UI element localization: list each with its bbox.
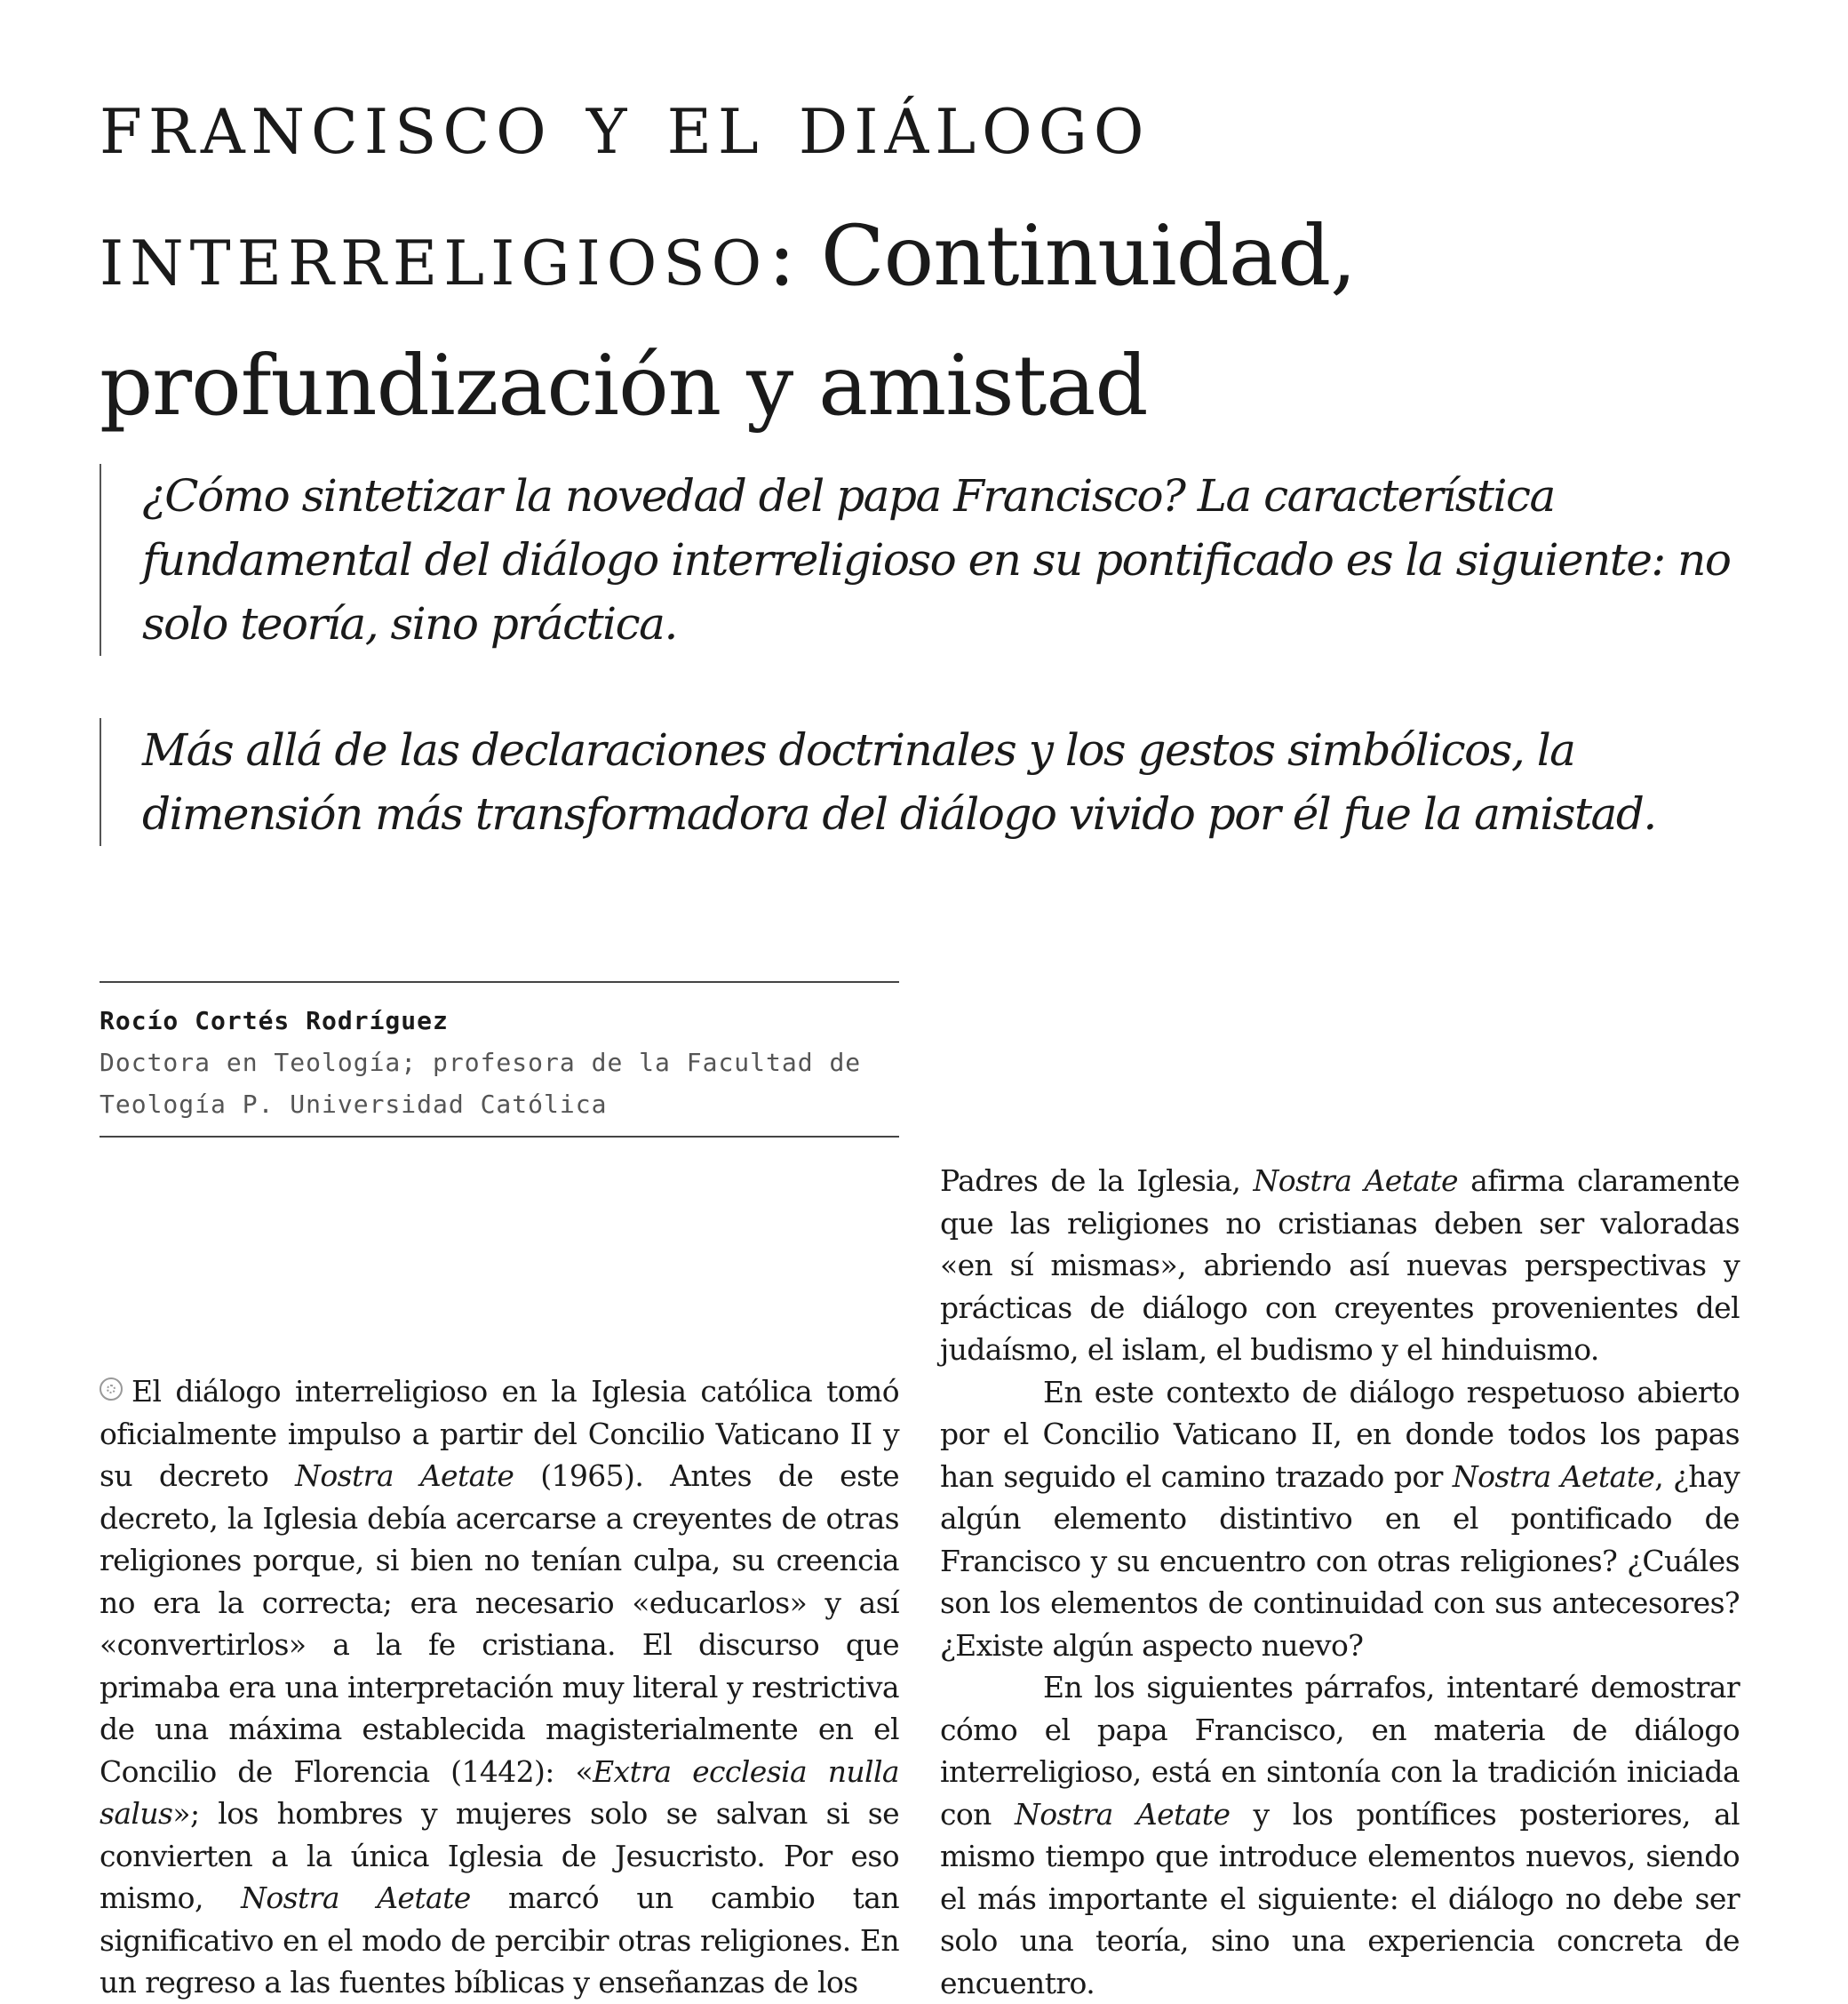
- ornament-icon: [100, 1377, 123, 1401]
- text-run: En este contexto de diálogo respetuoso abierto por el Concilio Vaticano II, en donde todos los papas han seguido el camino trazado por: [940, 1374, 1740, 1494]
- title-caps: francisco y el diálogo interreligioso: [100, 73, 1151, 306]
- body-column-right: [940, 1160, 1740, 2004]
- author-byline: [100, 981, 899, 1138]
- italic-run: Nostra Aetate: [1014, 1796, 1231, 1832]
- italic-run: Nostra Aetate: [1253, 1163, 1458, 1198]
- author-role: Doctora en Teología; profesora de la Facultad de Teología P. Universidad Católica: [100, 1048, 862, 1119]
- text-run: »; los hombres y mujeres solo se salvan si se convierten a la única Iglesia de Jesucristo. Por eso mismo,: [100, 1796, 899, 1915]
- italic-run: Extra ecclesia nulla salus: [100, 1753, 899, 1831]
- text-run: El diálogo interreligioso en la Iglesia católica tomó oficialmente impulso a partir del Concilio Vaticano II y su decreto: [100, 1374, 899, 1493]
- body-column-left: [100, 1370, 899, 2004]
- italic-run: Nostra Aetate: [295, 1458, 514, 1493]
- text-run: , ¿hay algún elemento distintivo en el pontificado de Francisco y su encuentro con otras religiones? ¿Cuáles son los elementos de continuidad con sus antecesores? ¿Existe algún aspecto nuevo?: [940, 1458, 1740, 1663]
- text-run: Padres de la Iglesia,: [940, 1163, 1254, 1198]
- text-run: y los pontífices posteriores, al mismo tiempo que introduce elementos nuevos, siendo el más importante el siguiente: el diálogo no debe ser solo una teoría, sino una experiencia concreta de encuentro.: [940, 1796, 1740, 2000]
- italic-run: Nostra Aetate: [1452, 1458, 1655, 1494]
- paragraph-2: [940, 1371, 1740, 1667]
- pullquote-2: Más allá de las declaraciones doctrinales y los gestos simbólicos, la dimensión más transformadora del diálogo vivido por él fue la amistad.: [100, 718, 1795, 846]
- article-title: [100, 59, 1788, 451]
- text-run: En los siguientes párrafos, intentaré demostrar cómo el papa Francisco, en materia de diálogo interreligioso, está en sintonía con la tradición iniciada con: [940, 1670, 1740, 1832]
- author-name: Rocío Cortés Rodríguez: [100, 1006, 449, 1035]
- text-run: (1965). Antes de este decreto, la Iglesia debía acercarse a creyentes de otras religiones porque, si bien no tenían culpa, su creencia no era la correcta; era necesario «educarlos» y así «convertirlos» a la fe cristiana. El discurso que primaba era una interpretación muy literal y restrictiva de una máxima establecida magisterialmente en el Concilio de Florencia (1442): «: [100, 1458, 900, 1789]
- text-run: afirma claramente que las religiones no cristianas deben ser valoradas «en sí mismas», abriendo así nuevas perspectivas y prácticas de diálogo con creyentes provenientes del judaísmo, el islam, el budismo y el hinduismo.: [940, 1163, 1740, 1367]
- title-rest: : Continuidad, profundización y amistad: [100, 208, 1357, 435]
- paragraph-1-continued: [940, 1160, 1740, 1371]
- paragraph-1: [100, 1370, 899, 2004]
- pullquote-1: ¿Cómo sintetizar la novedad del papa Francisco? La característica fundamental del diálogo interreligioso en su pontificado es la siguiente: no solo teoría, sino práctica.: [100, 464, 1795, 656]
- italic-run: Nostra Aetate: [241, 1880, 471, 1915]
- text-run: marcó un cambio tan significativo en el modo de percibir otras religiones. En un regreso a las fuentes bíblicas y enseñanzas de los: [100, 1880, 899, 2000]
- paragraph-3: [940, 1666, 1740, 2004]
